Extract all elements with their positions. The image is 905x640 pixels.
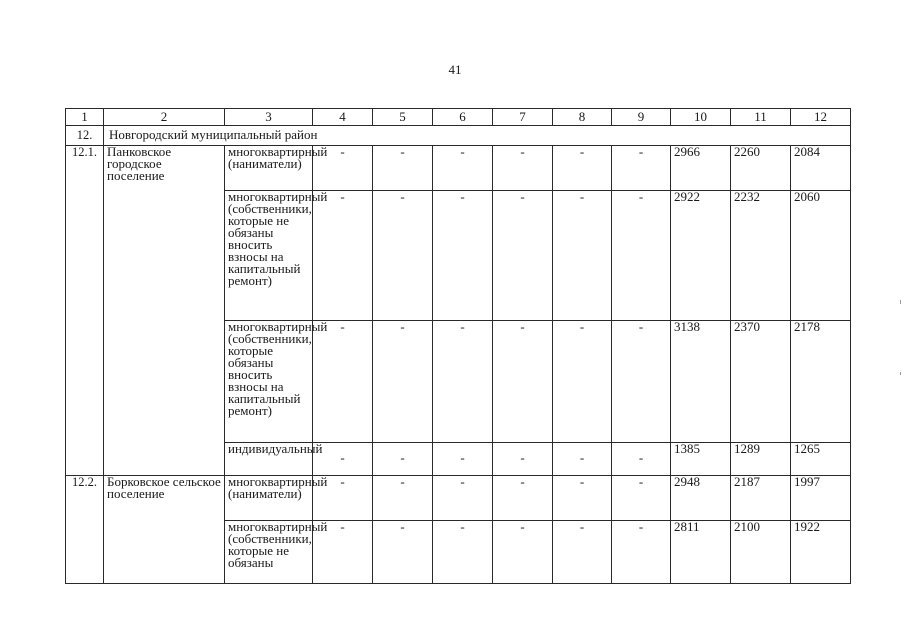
- housing-type: многоквартирный (собственники, которые не обязаны вносить взносы на капитальный ремонт): [225, 191, 313, 321]
- table-cell: 2966: [671, 146, 731, 191]
- column-header: 1: [66, 109, 104, 126]
- group-number: 12.2.: [66, 476, 104, 584]
- column-header: 11: [731, 109, 791, 126]
- table-cell: -: [612, 476, 671, 521]
- table-cell: 2232: [731, 191, 791, 321]
- column-header: 7: [493, 109, 553, 126]
- table-cell: 2084: [791, 146, 851, 191]
- table-cell: 2060: [791, 191, 851, 321]
- table-cell: -: [433, 521, 493, 584]
- table-cell: -: [553, 146, 612, 191]
- tariff-table: [65, 108, 851, 584]
- table-cell: 1289: [731, 443, 791, 476]
- table-cell: -: [313, 521, 373, 584]
- table-cell: -: [433, 146, 493, 191]
- settlement-name: Панковское городское поселение: [104, 146, 225, 476]
- table-cell: -: [612, 191, 671, 321]
- table-cell: -: [493, 521, 553, 584]
- table-cell: 1385: [671, 443, 731, 476]
- section-number: 12.: [66, 126, 104, 146]
- table-cell: -: [373, 321, 433, 443]
- table-cell: -: [373, 191, 433, 321]
- housing-type: многоквартирный (наниматели): [225, 476, 313, 521]
- column-header: 2: [104, 109, 225, 126]
- table-cell: -: [493, 476, 553, 521]
- table-row: [66, 146, 851, 191]
- column-header: 10: [671, 109, 731, 126]
- table-cell: -: [433, 191, 493, 321]
- column-header: 4: [313, 109, 373, 126]
- table-cell: -: [373, 476, 433, 521]
- table-cell: -: [373, 521, 433, 584]
- table-cell: -: [553, 191, 612, 321]
- margin-mark: [900, 300, 901, 304]
- page-number: 41: [448, 62, 462, 77]
- table-cell: 3138: [671, 321, 731, 443]
- table-cell: 1265: [791, 443, 851, 476]
- margin-mark: [900, 372, 901, 375]
- table-cell: 2260: [731, 146, 791, 191]
- column-header: 9: [612, 109, 671, 126]
- column-header: 12: [791, 109, 851, 126]
- table-cell: -: [553, 321, 612, 443]
- column-header: 5: [373, 109, 433, 126]
- table-cell: 1922: [791, 521, 851, 584]
- column-header: 6: [433, 109, 493, 126]
- table-cell: -: [313, 476, 373, 521]
- table-cell: 2811: [671, 521, 731, 584]
- table-cell: 1997: [791, 476, 851, 521]
- section-title: Новгородский муниципальный район: [104, 126, 851, 146]
- column-header: 3: [225, 109, 313, 126]
- table-cell: -: [433, 443, 493, 476]
- table-cell: 2922: [671, 191, 731, 321]
- table-cell: -: [313, 443, 373, 476]
- table-cell: -: [493, 146, 553, 191]
- table-cell: 2370: [731, 321, 791, 443]
- table-cell: -: [553, 443, 612, 476]
- group-number: 12.1.: [66, 146, 104, 476]
- table-cell: -: [313, 191, 373, 321]
- housing-type: индивидуальный: [225, 443, 313, 476]
- table-cell: 2948: [671, 476, 731, 521]
- table-cell: -: [612, 146, 671, 191]
- table-cell: -: [373, 146, 433, 191]
- table-row: [66, 476, 851, 521]
- table-cell: -: [493, 321, 553, 443]
- table-cell: -: [493, 443, 553, 476]
- table-cell: 2187: [731, 476, 791, 521]
- table-cell: -: [433, 476, 493, 521]
- table-cell: -: [493, 191, 553, 321]
- table-cell: -: [373, 443, 433, 476]
- table-cell: 2100: [731, 521, 791, 584]
- settlement-name: Борковское сельское поселение: [104, 476, 225, 584]
- table-cell: -: [612, 321, 671, 443]
- table-cell: -: [553, 476, 612, 521]
- table-cell: -: [553, 521, 612, 584]
- table-cell: -: [313, 321, 373, 443]
- table-cell: -: [313, 146, 373, 191]
- table-cell: -: [612, 521, 671, 584]
- housing-type: многоквартирный (собственники, которые обязаны вносить взносы на капитальный ремонт): [225, 321, 313, 443]
- header-row: [66, 109, 851, 126]
- housing-type: многоквартирный (собственники, которые не обязаны: [225, 521, 313, 584]
- table-cell: -: [612, 443, 671, 476]
- table-cell: 2178: [791, 321, 851, 443]
- table-cell: -: [433, 321, 493, 443]
- housing-type: многоквартирный (наниматели): [225, 146, 313, 191]
- section-row: [66, 126, 851, 146]
- column-header: 8: [553, 109, 612, 126]
